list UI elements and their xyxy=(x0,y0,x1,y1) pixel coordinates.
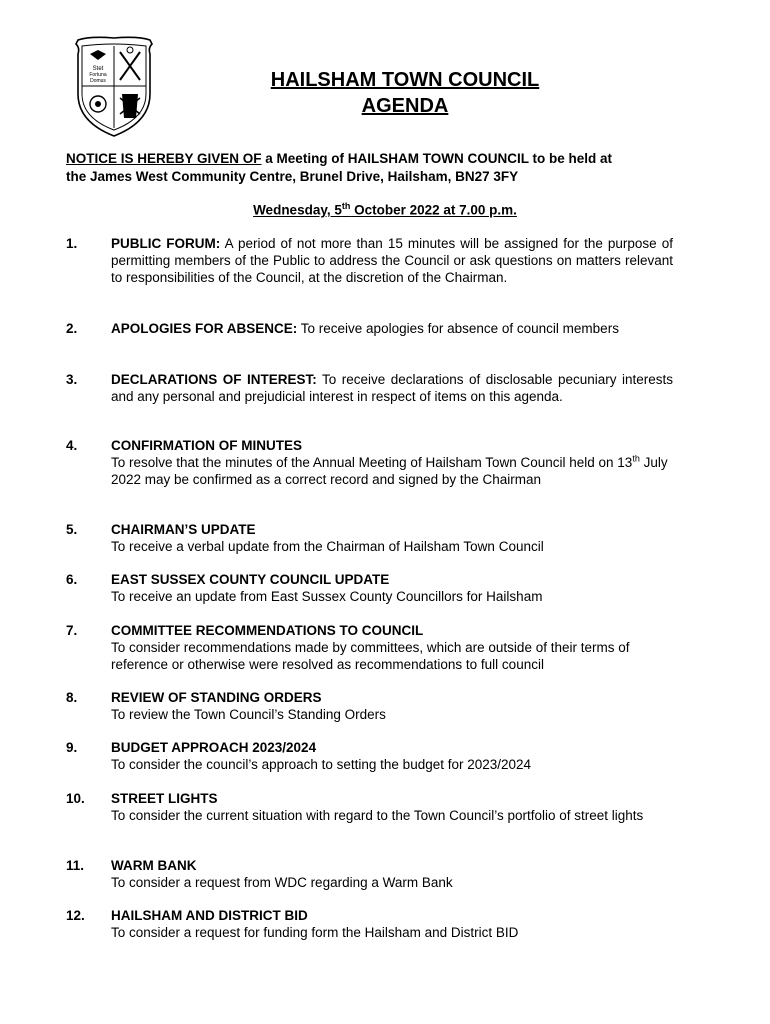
item-text: To consider a request for funding form the Hailsham and District BID xyxy=(111,925,519,940)
item-body xyxy=(111,739,673,773)
item-text: To receive apologies for absence of council members xyxy=(297,321,619,336)
item-heading: BUDGET APPROACH 2023/2024 xyxy=(111,740,317,755)
item-heading: CHAIRMAN’S UPDATE xyxy=(111,522,256,537)
notice-line1: a Meeting of HAILSHAM TOWN COUNCIL to be held at xyxy=(261,151,613,166)
item-heading: CONFIRMATION OF MINUTES xyxy=(111,438,302,453)
item-number: 11. xyxy=(66,858,85,873)
item-body xyxy=(111,689,673,723)
meeting-date: Wednesday, 5th October 2022 at 7.00 p.m. xyxy=(253,201,517,218)
item-number: 1. xyxy=(66,236,78,251)
item-number: 4. xyxy=(66,438,78,453)
item-number: 6. xyxy=(66,572,78,587)
item-heading: WARM BANK xyxy=(111,858,197,873)
svg-text:Domus: Domus xyxy=(90,78,106,84)
item-body xyxy=(111,857,673,891)
svg-text:Stet: Stet xyxy=(92,66,104,72)
item-number: 2. xyxy=(66,321,78,336)
item-body xyxy=(111,571,673,605)
item-number: 3. xyxy=(66,372,78,387)
item-text: To consider a request from WDC regarding a Warm Bank xyxy=(111,875,453,890)
item-body xyxy=(111,235,673,286)
item-text: To resolve that the minutes of the Annual Meeting of Hailsham Town Council held on 13th July 2022 may be confirmed as a correct record and signed by the Chairman xyxy=(111,453,668,487)
item-heading: REVIEW OF STANDING ORDERS xyxy=(111,690,322,705)
item-heading: APOLOGIES FOR ABSENCE: xyxy=(111,321,298,336)
notice-line2: the James West Community Centre, Brunel Drive, Hailsham, BN27 3FY xyxy=(66,169,519,184)
item-number: 5. xyxy=(66,522,78,537)
agenda-title: AGENDA xyxy=(361,95,449,117)
item-heading: STREET LIGHTS xyxy=(111,791,218,806)
item-text: To receive declarations of disclosable pecuniary interests and any personal and prejudicial interest in respect of items on this agenda. xyxy=(111,372,674,404)
item-body xyxy=(111,622,673,673)
item-text: To review the Town Council’s Standing Orders xyxy=(111,707,386,722)
item-text: To consider the council’s approach to setting the budget for 2023/2024 xyxy=(111,757,532,772)
item-text: To consider the current situation with regard to the Town Council’s portfolio of street lights xyxy=(111,808,644,823)
item-body xyxy=(111,320,673,337)
item-body xyxy=(111,437,673,488)
item-number: 10. xyxy=(66,791,85,806)
item-text: To receive an update from East Sussex County Councillors for Hailsham xyxy=(111,589,543,604)
item-text: A period of not more than 15 minutes will be assigned for the purpose of permitting members of the Public to address the Council or ask questions on matters relevant to responsibilities of the Council, at the discretion of the Chairman. xyxy=(111,236,674,285)
item-body xyxy=(111,521,673,555)
item-number: 7. xyxy=(66,623,78,638)
item-body xyxy=(111,371,673,405)
item-number: 12. xyxy=(66,908,85,923)
item-heading: COMMITTEE RECOMMENDATIONS TO COUNCIL xyxy=(111,623,424,638)
item-number: 8. xyxy=(66,690,78,705)
item-heading: PUBLIC FORUM: xyxy=(111,236,221,251)
svg-text:Fortuna: Fortuna xyxy=(89,72,107,78)
item-body xyxy=(111,790,673,824)
item-text: To consider recommendations made by committees, which are outside of their terms of reference or otherwise were resolved as recommendations to full council xyxy=(111,640,630,672)
notice-lead: NOTICE IS HEREBY GIVEN OF xyxy=(66,151,262,166)
item-body xyxy=(111,907,673,941)
item-heading: EAST SUSSEX COUNTY COUNCIL UPDATE xyxy=(111,572,390,587)
item-heading: HAILSHAM AND DISTRICT BID xyxy=(111,908,308,923)
town-crest-icon xyxy=(70,34,158,140)
item-text: To receive a verbal update from the Chairman of Hailsham Town Council xyxy=(111,539,544,554)
item-number: 9. xyxy=(66,740,78,755)
council-title: HAILSHAM TOWN COUNCIL xyxy=(270,69,540,91)
meeting-notice xyxy=(66,150,716,186)
item-heading: DECLARATIONS OF INTEREST: xyxy=(111,372,317,387)
